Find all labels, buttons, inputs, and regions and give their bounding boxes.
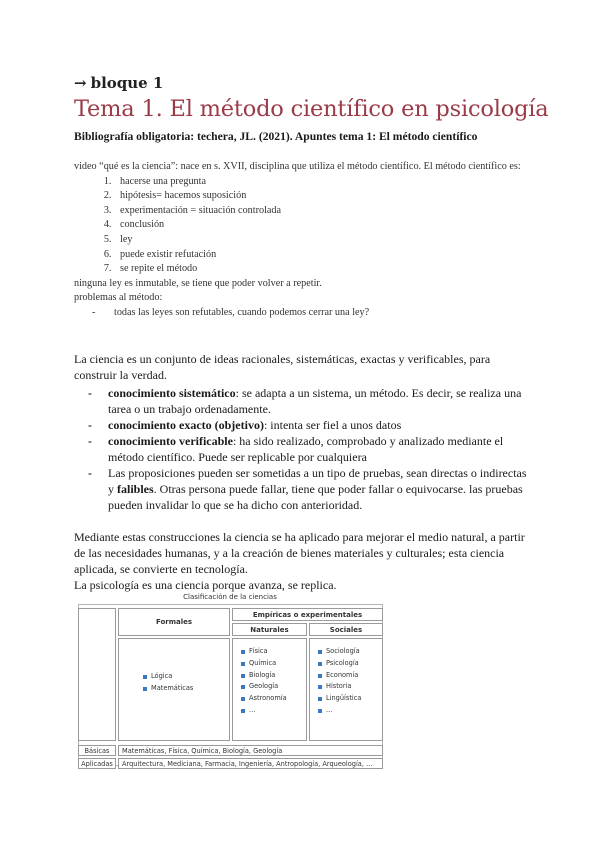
aplicadas-label: Aplicadas — [78, 758, 116, 769]
method-step: 7. se repite el método — [114, 262, 534, 277]
method-step: 4. conclusión — [114, 218, 534, 233]
social-science: Historia — [318, 681, 361, 693]
fallible-term: falibles — [117, 482, 154, 496]
social-science: Psicología — [318, 658, 361, 670]
natural-science: ... — [241, 705, 287, 717]
header-formales: Formales — [118, 608, 230, 636]
row-label-column — [78, 608, 116, 741]
kicker-label: bloque 1 — [90, 74, 164, 92]
naturales-list — [241, 646, 287, 717]
video-notes — [74, 160, 534, 321]
aplicadas-text: Arquitectura, Mediciana, Farmacia, Ingeniería, Antropología, Arqueología, ... — [118, 758, 383, 769]
method-step: 1. hacerse una pregunta — [114, 175, 534, 190]
classification-table — [78, 604, 383, 766]
social-science: Sociología — [318, 646, 361, 658]
header-naturales: Naturales — [232, 623, 307, 636]
method-steps-list — [74, 175, 534, 277]
method-step: 2. hipótesis= hacemos suposición — [114, 189, 534, 204]
arrow-icon: → — [74, 74, 87, 92]
knowledge-item — [88, 417, 529, 433]
sociales-list — [318, 646, 361, 717]
natural-science: Química — [241, 658, 287, 670]
section-kicker — [74, 74, 163, 92]
formal-science: Lógica — [143, 671, 193, 683]
natural-science: Astronomía — [241, 693, 287, 705]
knowledge-term: conocimiento sistemático — [108, 386, 236, 400]
knowledge-text: : se adapta a un sistema, un método. Es decir, se realiza una tarea o un trabajo ordenadamente. — [108, 386, 522, 416]
basicas-text: Matemáticas, Física, Química, Biología, Geología — [118, 745, 383, 756]
method-step: 6. puede existir refutación — [114, 248, 534, 263]
header-empiricas: Empíricas o experimentales — [232, 608, 383, 621]
formales-cell — [118, 638, 230, 741]
basicas-label: Básicas — [78, 745, 116, 756]
bibliography-line: Bibliografía obligatoria: techera, JL. (2021). Apuntes tema 1: El método científico — [74, 130, 478, 143]
header-sociales: Sociales — [309, 623, 383, 636]
natural-science: Geología — [241, 681, 287, 693]
knowledge-text: : intenta ser fiel a unos datos — [263, 418, 402, 432]
knowledge-term: conocimiento verificable — [108, 434, 233, 448]
fallible-post: . Otras persona puede fallar, tiene que poder fallar o equivocarse. las pruebas pueden invalidar lo que se ha dicho con anterioridad. — [108, 482, 523, 512]
problems-label: problemas al método: — [74, 292, 163, 304]
psychology-statement: La psicología es una ciencia porque avanza, se replica. — [74, 578, 337, 592]
sociales-cell — [309, 638, 383, 741]
problems-list — [74, 306, 534, 321]
knowledge-term: conocimiento exacto (objetivo) — [108, 418, 264, 432]
method-step: 5. ley — [114, 233, 534, 248]
no-law-note: ninguna ley es inmutable, se tiene que poder volver a repetir. — [74, 277, 322, 289]
science-classification-figure — [74, 593, 386, 767]
science-definition-section — [74, 351, 529, 513]
application-paragraph: Mediante estas construcciones la ciencia se ha aplicado para mejorar el medio natural, a partir de las necesidades humanas, y a la creación de bienes materiales y culturales; esta ciencia aplicada, se convierte en tecnología. — [74, 530, 525, 576]
page-title: Tema 1. El método científico en psicología — [74, 96, 549, 122]
science-definition: La ciencia es un conjunto de ideas racionales, sistemáticas, exactas y verificables, para construir la verdad. — [74, 352, 491, 382]
knowledge-item — [88, 385, 529, 417]
natural-science: Física — [241, 646, 287, 658]
method-step: 3. experimentación = situación controlada — [114, 204, 534, 219]
knowledge-item — [88, 433, 529, 465]
natural-science: Biología — [241, 670, 287, 682]
problem-item: - todas las leyes son refutables, cuando podemos cerrar una ley? — [92, 306, 534, 321]
naturales-cell — [232, 638, 307, 741]
formales-list — [143, 671, 193, 695]
knowledge-list — [74, 385, 529, 513]
social-science: ... — [318, 705, 361, 717]
application-section — [74, 529, 534, 593]
fallible-pre: Las proposiciones pueden ser sometidas a un tipo de pruebas, sean directas o indirectas y — [108, 466, 527, 496]
social-science: Economía — [318, 670, 361, 682]
knowledge-item — [88, 465, 529, 513]
knowledge-text: : ha sido realizado, comprobado y analizado mediante el método científico. Puede ser replicable por cualquiera — [108, 434, 504, 464]
social-science: Lingüística — [318, 693, 361, 705]
figure-caption: Clasificación de la ciencias — [183, 593, 277, 601]
formal-science: Matemáticas — [143, 683, 193, 695]
notes-intro: video “qué es la ciencia”: nace en s. XVII, disciplina que utiliza el método científico. El método científico es: — [74, 161, 521, 172]
